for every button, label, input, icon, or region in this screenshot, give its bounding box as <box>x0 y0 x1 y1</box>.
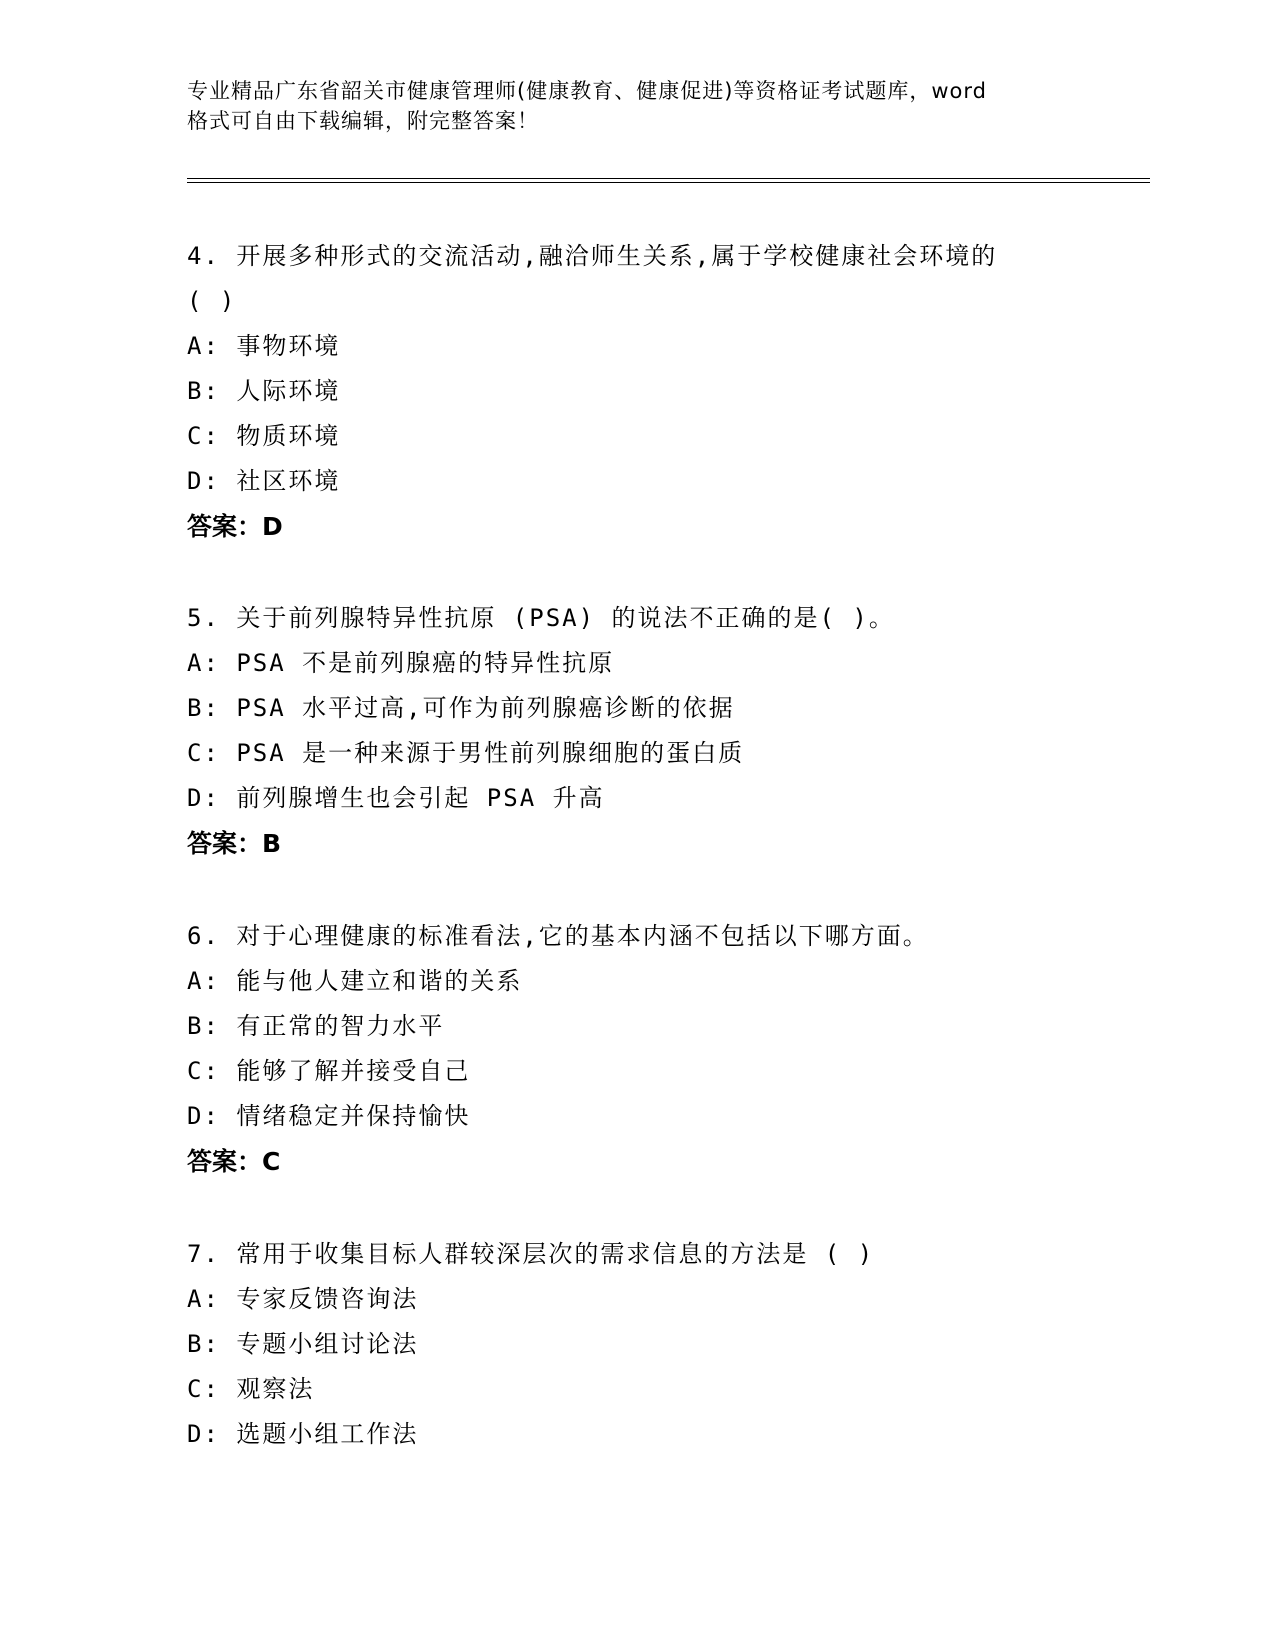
question-stem: 4. 开展多种形式的交流活动,融洽师生关系,属于学校健康社会环境的 <box>187 242 998 270</box>
header-line-1: 专业精品广东省韶关市健康管理师(健康教育、健康促进)等资格证考试题库，word <box>187 79 988 103</box>
option-b: B: 人际环境 <box>187 377 341 405</box>
option-c: C: 能够了解并接受自己 <box>187 1057 471 1085</box>
question-6 <box>187 914 1087 1184</box>
option-a: A: 能与他人建立和谐的关系 <box>187 967 523 995</box>
question-stem: 6. 对于心理健康的标准看法,它的基本内涵不包括以下哪方面。 <box>187 922 929 950</box>
answer: 答案：D <box>187 512 283 541</box>
question-stem: 5. 关于前列腺特异性抗原 (PSA) 的说法不正确的是( )。 <box>187 604 895 632</box>
header-rule-top <box>187 178 1150 179</box>
header-line-2: 格式可自由下载编辑，附完整答案！ <box>187 109 539 133</box>
option-a: A: 事物环境 <box>187 332 341 360</box>
option-a: A: 专家反馈咨询法 <box>187 1285 419 1313</box>
option-b: B: PSA 水平过高,可作为前列腺癌诊断的依据 <box>187 694 735 722</box>
answer: 答案：B <box>187 829 282 858</box>
document-header <box>187 76 1087 136</box>
option-d: D: 选题小组工作法 <box>187 1420 419 1448</box>
question-stem: 7. 常用于收集目标人群较深层次的需求信息的方法是 ( ) <box>187 1240 875 1268</box>
question-7 <box>187 1232 1087 1457</box>
answer: 答案：C <box>187 1147 281 1176</box>
option-d: D: 社区环境 <box>187 467 341 495</box>
header-rule-bottom <box>187 182 1150 183</box>
option-c: C: 观察法 <box>187 1375 315 1403</box>
option-c: C: PSA 是一种来源于男性前列腺细胞的蛋白质 <box>187 739 745 767</box>
question-stem-continuation: ( ) <box>187 287 237 315</box>
option-b: B: 专题小组讨论法 <box>187 1330 419 1358</box>
question-4 <box>187 234 1087 549</box>
option-a: A: PSA 不是前列腺癌的特异性抗原 <box>187 649 615 677</box>
option-d: D: 情绪稳定并保持愉快 <box>187 1102 471 1130</box>
option-b: B: 有正常的智力水平 <box>187 1012 445 1040</box>
option-c: C: 物质环境 <box>187 422 341 450</box>
option-d: D: 前列腺增生也会引起 PSA 升高 <box>187 784 605 812</box>
question-5 <box>187 596 1087 866</box>
